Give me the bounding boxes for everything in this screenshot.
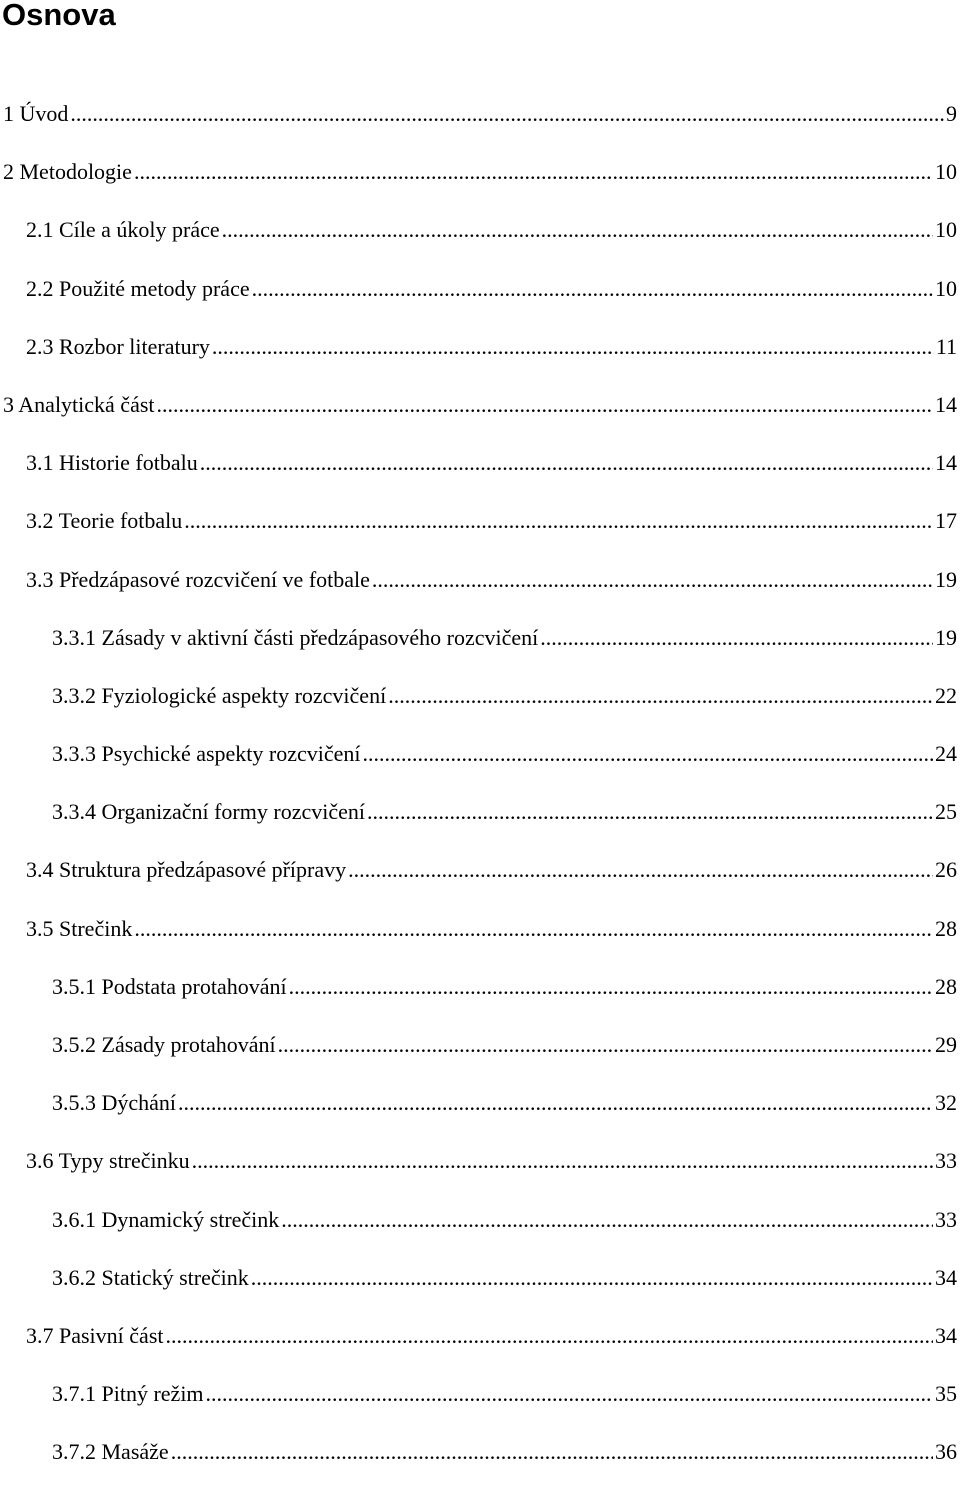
toc-entry[interactable] [0,1378,960,1436]
toc-entry-label: 3.3.2 Fyziologické aspekty rozcvičení [52,682,387,708]
toc-entry-page-number: 34 [935,1322,957,1348]
toc-entry-page-number: 19 [935,566,957,592]
toc-entry-page-number: 24 [935,741,957,767]
dot-leader [184,505,933,537]
dot-leader [367,796,933,828]
dot-leader [70,98,944,130]
dot-leader [212,331,934,363]
dot-leader [281,1204,933,1236]
toc-entry-label: 3.3.4 Organizační formy rozcvičení [52,799,365,825]
toc-entry-label: 2.1 Cíle a úkoly práce [26,217,220,243]
toc-entry-label: 3.7.2 Masáže [52,1439,169,1465]
toc-entry-page-number: 36 [935,1439,957,1465]
dot-leader [540,622,933,654]
toc-entry-page-number: 10 [935,275,957,301]
toc-entry-page-number: 19 [935,624,957,650]
toc-entry[interactable] [0,389,960,447]
toc-entry[interactable] [0,331,960,389]
toc-entry-page-number: 28 [935,973,957,999]
toc-entry[interactable] [0,680,960,738]
toc-entry[interactable] [0,156,960,214]
dot-leader [388,680,933,712]
toc-entry-label: 3.3 Předzápasové rozcvičení ve fotbale [26,566,370,592]
toc-entry-label: 2.2 Použité metody práce [26,275,250,301]
dot-leader [134,156,933,188]
dot-leader [289,971,933,1003]
toc-entry-label: 2 Metodologie [3,159,132,185]
dot-leader [192,1145,933,1177]
toc-entry-label: 3.1 Historie fotbalu [26,450,198,476]
toc-entry-label: 3.4 Struktura předzápasové přípravy [26,857,347,883]
toc-entry[interactable] [0,1087,960,1145]
toc-entry-page-number: 33 [935,1206,957,1232]
toc-entry-page-number: 28 [935,915,957,941]
dot-leader [166,1320,934,1352]
dot-leader [171,1436,933,1468]
toc-entry-label: 3.7 Pasivní část [26,1322,164,1348]
toc-entry-label: 3.2 Teorie fotbalu [26,508,183,534]
dot-leader [252,273,933,305]
toc-entry-page-number: 26 [935,857,957,883]
toc-entry[interactable] [0,1262,960,1320]
toc-entry[interactable] [0,505,960,563]
dot-leader [348,854,933,886]
dot-leader [178,1087,933,1119]
toc-entry-page-number: 14 [935,391,957,417]
toc-entry-label: 3.5.1 Podstata protahování [52,973,287,999]
toc-entry[interactable] [0,1029,960,1087]
toc-entry-page-number: 17 [935,508,957,534]
toc-entry-page-number: 33 [935,1148,957,1174]
page-title: Osnova [2,0,116,32]
toc-entry[interactable] [0,564,960,622]
toc-entry-page-number: 10 [935,159,957,185]
toc-entry-label: 2.3 Rozbor literatury [26,333,210,359]
dot-leader [278,1029,933,1061]
toc-entry-page-number: 22 [935,682,957,708]
toc-entry[interactable] [0,622,960,680]
toc-entry-page-number: 25 [935,799,957,825]
toc-entry-label: 3.6.2 Statický strečink [52,1264,249,1290]
dot-leader [372,564,933,596]
toc-entry-page-number: 10 [935,217,957,243]
toc-entry[interactable] [0,854,960,912]
toc-entry-label: 3 Analytická část [3,391,155,417]
toc-entry-page-number: 11 [935,333,957,359]
toc-entry-label: 1 Úvod [3,101,69,126]
toc-entry[interactable] [0,738,960,796]
dot-leader [363,738,933,770]
toc-entry-label: 3.5.3 Dýchání [52,1090,177,1116]
toc-entry-label: 3.7.1 Pitný režim [52,1381,204,1407]
toc-entry-label: 3.6.1 Dynamický strečink [52,1206,280,1232]
dot-leader [157,389,933,421]
toc-entry[interactable] [0,1204,960,1262]
toc-entry[interactable] [0,98,960,156]
toc-entry-label: 3.3.1 Zásady v aktivní části předzápasového rozcvičení [52,624,539,650]
toc-entry-label: 3.5.2 Zásady protahování [52,1032,276,1057]
toc-entry[interactable] [0,447,960,505]
dot-leader [251,1262,933,1294]
toc-entry[interactable] [0,1320,960,1378]
toc-entry[interactable] [0,273,960,331]
toc-entry[interactable] [0,796,960,854]
toc-entry[interactable] [0,214,960,272]
toc-entry-page-number: 35 [935,1381,957,1407]
toc-entry[interactable] [0,971,960,1029]
toc-entry[interactable] [0,1145,960,1203]
dot-leader [222,214,933,246]
toc-entry[interactable] [0,1436,960,1494]
table-of-contents [0,98,960,1495]
toc-entry-page-number: 29 [935,1032,957,1057]
toc-entry-page-number: 14 [935,450,957,476]
dot-leader [206,1378,933,1410]
toc-entry-page-number: 32 [935,1090,957,1116]
toc-entry-label: 3.3.3 Psychické aspekty rozcvičení [52,741,361,767]
dot-leader [200,447,933,479]
toc-entry-page-number: 9 [946,101,957,126]
toc-entry-label: 3.6 Typy strečinku [26,1148,190,1174]
toc-entry-page-number: 34 [935,1264,957,1290]
toc-entry-label: 3.5 Strečink [26,915,133,941]
dot-leader [134,913,933,945]
toc-entry[interactable] [0,913,960,971]
